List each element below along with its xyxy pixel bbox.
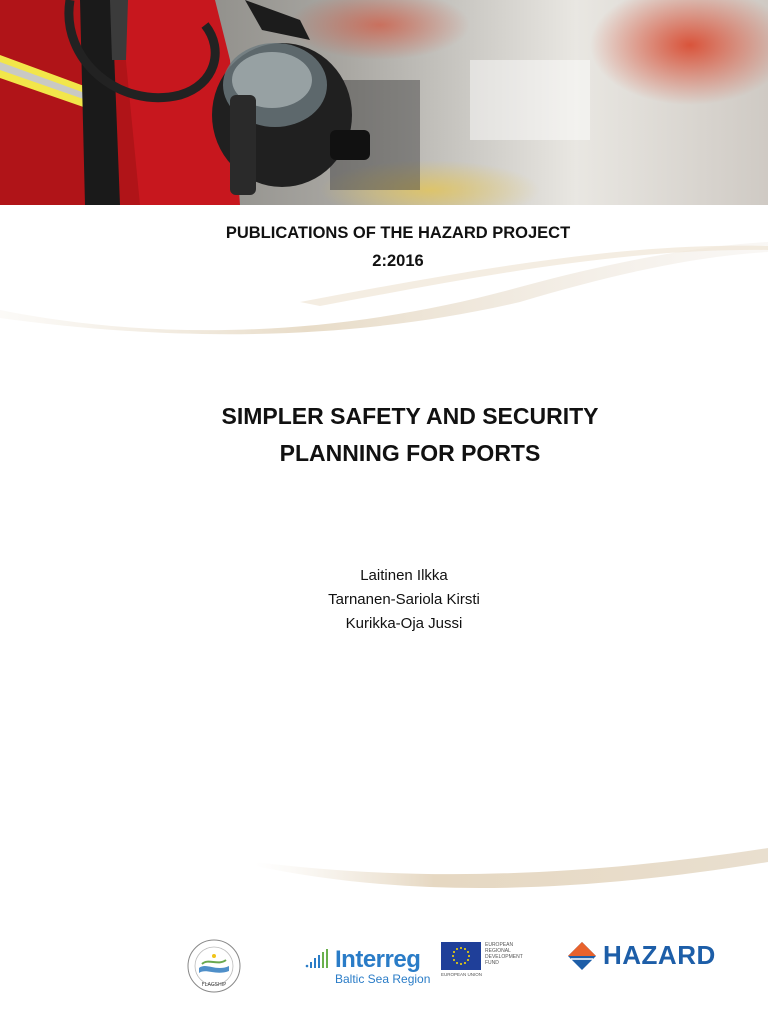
hazard-logo [567,940,727,980]
firefighter-photo [0,0,768,205]
eu-flag-icon [441,942,481,970]
eu-union-text: EUROPEAN UNION [441,972,483,977]
flagship-logo [186,938,242,994]
author-name: Laitinen Ilkka [360,567,448,584]
author-list [0,564,768,636]
cover-photo [0,0,768,205]
eu-fund-text: EUROPEAN REGIONAL DEVELOPMENT FUND [485,942,523,966]
interreg-signal-icon [305,948,333,972]
title-line-1: SIMPLER SAFETY AND SECURITY [221,403,599,429]
logo-bar [0,930,768,1000]
document-title [0,398,768,472]
title-line-2: PLANNING FOR PORTS [279,440,541,466]
hazard-wordmark: HAZARD [603,940,716,970]
interreg-region: Baltic Sea Region [335,972,431,986]
decorative-swoosh-bottom [0,840,768,910]
interreg-logo [305,942,525,992]
interreg-wordmark: Interreg [335,946,421,973]
author-name: Tarnanen-Sariola Kirsti [328,591,480,608]
series-number: 2:2016 [372,252,424,270]
author-name: Kurikka-Oja Jussi [345,615,463,632]
hazard-diamond-icon [567,941,597,971]
series-name: PUBLICATIONS OF THE HAZARD PROJECT [225,224,571,242]
flagship-label: FLAGSHIP [201,982,227,988]
publication-series [0,219,768,275]
